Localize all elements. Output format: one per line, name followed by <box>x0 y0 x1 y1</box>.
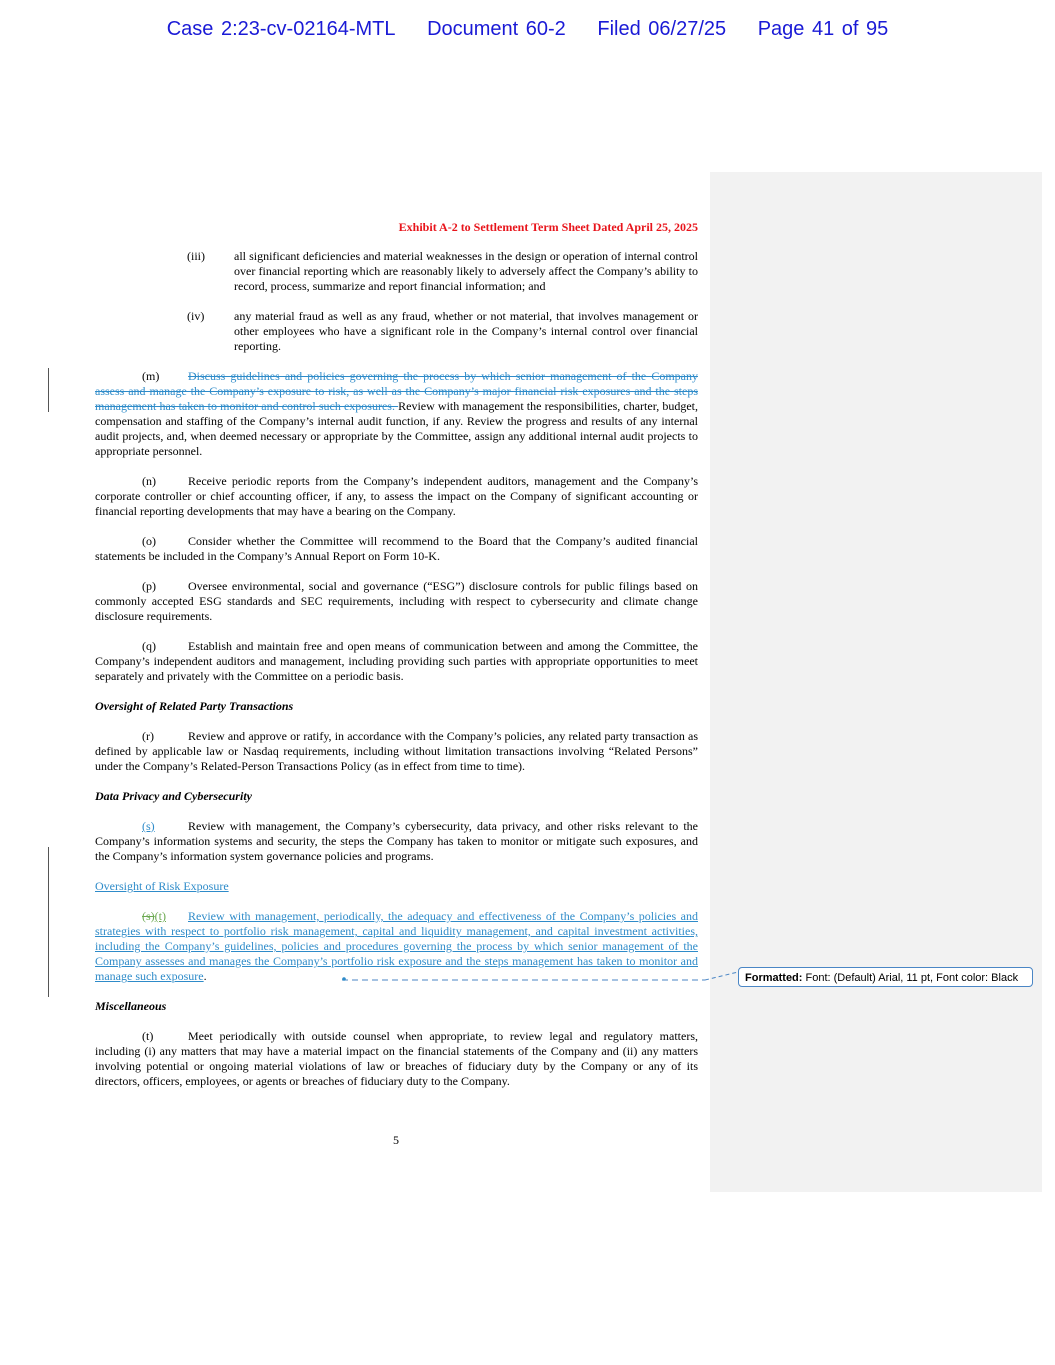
page-count: Page 41 of 95 <box>757 18 889 40</box>
paragraph-o-text: Consider whether the Committee will recommend to the Board that the Company’s audited financial statements be included in the Company’s Annual Report on Form 10-K. <box>95 534 698 563</box>
paragraph-s-label: (s) <box>142 819 155 833</box>
heading-risk-exposure: Oversight of Risk Exposure <box>95 879 229 893</box>
paragraph-o <box>95 534 698 564</box>
comment-margin-panel <box>710 172 1042 1192</box>
paragraph-t-inserted-end: . <box>203 969 207 983</box>
paragraph-q-label: (q) <box>142 639 156 653</box>
paragraph-m <box>95 369 698 459</box>
paragraph-p <box>95 579 698 624</box>
paragraph-q-text: Establish and maintain free and open means of communication between and among the Committee, the Company’s independent auditors and management, including providing such parties with appropriate opportunities to meet separately and privately with the Committee on a periodic basis. <box>95 639 698 683</box>
paragraph-t-inserted-text: Review with management, periodically, the adequacy and effectiveness of the Company’s policies and strategies with respect to portfolio risk management, capital and liquidity management, and capital investment activities, including the Company’s guidelines, policies and procedures governing the process by which senior management of the Company assesses and manages the Company’s portfolio risk exposure and the steps management has taken to monitor and manage such exposure <box>95 909 698 983</box>
heading-related-party: Oversight of Related Party Transactions <box>95 699 294 713</box>
paragraph-r-text: Review and approve or ratify, in accordance with the Company’s policies, any related party transaction as defined by applicable law or Nasdaq requirements, including without limitation transactions involving “Related Persons” under the Company’s Related-Person Transactions Policy (as in effect from time to time). <box>95 729 698 773</box>
paragraph-m-text: Review with management the responsibilities, charter, budget, compensation and staffing of the Company’s internal audit function, if any. Review the progress and results of any internal audit projects, and, when deemed necessary or appropriate by the Committee, assign any additional internal audit projects to appropriate personnel. <box>95 399 699 458</box>
paragraph-o-label: (o) <box>142 534 156 548</box>
paragraph-t-inserted-label <box>142 909 188 924</box>
item-iv-number: (iv) <box>187 309 205 323</box>
paragraph-n-label: (n) <box>142 474 156 488</box>
formatting-comment[interactable] <box>738 967 1033 987</box>
paragraph-p-text: Oversee environmental, social and governance (“ESG”) disclosure controls for public filings based on commonly accepted ESG standards and SEC requirements, including with respect to cybersecurity and climate change disclosure requirements. <box>95 579 698 623</box>
paragraph-t-text: Meet periodically with outside counsel when appropriate, to review legal and regulatory matters, including (i) any matters that may have a material impact on the financial statements of the Company and (ii) any matters involving potential or ongoing material violations of law or breaches of fiduciary duty by the Company or any of its directors, officers, employees, or agents or breaches of fiduciary duty to the Company. <box>95 1029 698 1088</box>
heading-data-privacy: Data Privacy and Cybersecurity <box>95 789 252 803</box>
paragraph-p-label: (p) <box>142 579 156 593</box>
paragraph-m-label: (m) <box>142 369 160 383</box>
comment-label: Formatted: <box>745 972 803 984</box>
paragraph-r-label: (r) <box>142 729 154 743</box>
deleted-label: (s) <box>142 909 155 923</box>
change-bar <box>48 368 49 412</box>
case-number: Case 2:23-cv-02164-MTL <box>166 18 396 40</box>
item-iii-text: all significant deficiencies and material weaknesses in the design or operation of internal control over financial reporting which are reasonably likely to adversely affect the Company’s ability to record, process, summarize and report financial information; and <box>234 249 698 293</box>
paragraph-s <box>95 819 698 864</box>
case-header <box>0 18 1055 41</box>
paragraph-s-text: Review with management, the Company’s cybersecurity, data privacy, and other risks relevant to the Company’s information systems and security, the steps the Company has taken to monitor or mitigate such exposures, and the Company’s information system governance policies and programs. <box>95 819 698 863</box>
page-number: 5 <box>393 1133 399 1147</box>
comment-leader-line <box>340 965 740 990</box>
paragraph-q <box>95 639 698 684</box>
item-iii <box>187 249 698 294</box>
paragraph-t <box>95 1029 698 1089</box>
paragraph-m-deleted-text: Discuss guidelines and policies governing the process by which senior management of the Company assess and manage the Company’s exposure to risk, as well as the Company’s major financial risk exposures and the steps management has taken to monitor and control such exposures. <box>95 369 698 413</box>
paragraph-t-label: (t) <box>142 1029 154 1043</box>
item-iii-number: (iii) <box>187 249 205 263</box>
paragraph-n <box>95 474 698 519</box>
item-iv <box>187 309 698 354</box>
exhibit-title: Exhibit A-2 to Settlement Term Sheet Dated April 25, 2025 <box>398 220 698 234</box>
heading-miscellaneous: Miscellaneous <box>95 999 167 1013</box>
paragraph-r <box>95 729 698 774</box>
change-bar <box>48 847 49 997</box>
document-number: Document 60-2 <box>427 18 566 40</box>
inserted-label: (t) <box>154 909 166 923</box>
filed-date: Filed 06/27/25 <box>597 18 727 40</box>
item-iv-text: any material fraud as well as any fraud, whether or not material, that involves management or other employees who have a significant role in the Company’s internal control over financial reporting. <box>234 309 698 353</box>
paragraph-n-text: Receive periodic reports from the Company’s independent auditors, management and the Company’s corporate controller or chief accounting officer, if any, to assess the impact on the Company of significant accounting or financial reporting developments that may have a bearing on the Company. <box>95 474 698 518</box>
comment-text: Font: (Default) Arial, 11 pt, Font color: Black <box>805 972 1019 984</box>
